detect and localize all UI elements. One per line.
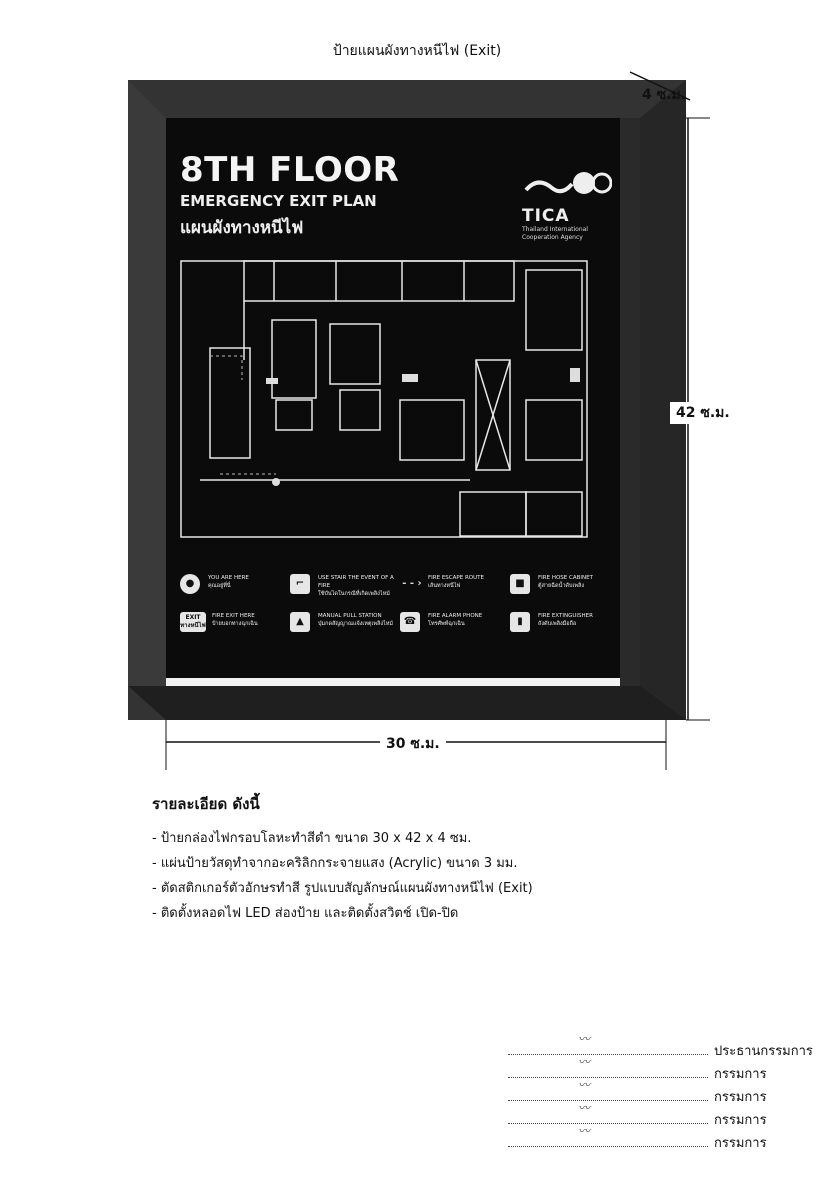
handwritten-signature: 〰 <box>578 1078 591 1092</box>
legend-label-en: FIRE HOSE CABINET <box>538 575 593 581</box>
legend-label-th: ถังดับเพลิงมือถือ <box>538 621 577 627</box>
logo-name: TICA <box>522 206 570 226</box>
handwritten-signature: 〰 <box>578 1032 591 1046</box>
legend-label-en: YOU ARE HERE <box>208 575 249 581</box>
details-section <box>152 792 712 926</box>
legend-item <box>510 608 620 638</box>
signature-row <box>508 1101 828 1130</box>
width-dimension: 30 ซ.ม. <box>380 733 446 755</box>
signature-role: ประธานกรรมการ <box>714 1044 813 1059</box>
stairs-icon: ⌐ <box>290 574 310 594</box>
floor-plan-diagram <box>180 260 588 538</box>
tica-logo-mark <box>522 168 612 198</box>
exit-plan-sign <box>166 118 620 686</box>
logo-subtitle-2: Cooperation Agency <box>522 234 583 241</box>
signature-block <box>508 1032 828 1153</box>
legend-label-en: MANUAL PULL STATION <box>318 613 382 619</box>
document-title: ป้ายแผนผังทางหนีไฟ (Exit) <box>332 43 502 59</box>
plan-subtitle-th: แผนผังทางหนีไฟ <box>180 218 304 238</box>
legend-label-th: ปุ่มกดสัญญาณแจ้งเหตุเพลิงไหม้ <box>318 621 394 627</box>
plan-subtitle-en: EMERGENCY EXIT PLAN <box>180 192 377 210</box>
handwritten-signature: 〰 <box>578 1124 591 1138</box>
signature-role: กรรมการ <box>714 1136 767 1151</box>
details-item: - ติดตั้งหลอดไฟ LED ส่องป้าย และติดตั้งสวิตช์ เปิด-ปิด <box>152 906 459 921</box>
legend-label-en: FIRE EXIT HERE <box>212 613 255 619</box>
led-light-strip <box>166 678 620 686</box>
handwritten-signature: 〰 <box>578 1101 591 1115</box>
legend-item <box>290 570 400 600</box>
legend-label-en: FIRE ALARM PHONE <box>428 613 483 619</box>
location-pin-icon: ● <box>180 574 200 594</box>
exit-sign-icon <box>180 612 206 632</box>
manual-pull-station-icon: ▲ <box>290 612 310 632</box>
signature-row <box>508 1078 828 1107</box>
dashed-arrow-icon: - - › <box>402 578 422 589</box>
legend-item <box>510 570 620 600</box>
legend-label-en: FIRE ESCAPE ROUTE <box>428 575 484 581</box>
signature-line <box>508 1113 708 1124</box>
tica-logo <box>522 168 614 242</box>
details-list <box>152 826 712 926</box>
logo-subtitle-1: Thailand International <box>522 226 588 233</box>
floor-title: 8TH FLOOR <box>180 150 400 190</box>
legend-item <box>400 608 510 638</box>
legend-label-en: USE STAIR THE EVENT OF A FIRE <box>318 575 394 589</box>
legend-label-th: โทรศัพท์ฉุกเฉิน <box>428 621 465 627</box>
signature-role: กรรมการ <box>714 1113 767 1128</box>
legend-item <box>180 608 290 638</box>
signature-row <box>508 1055 828 1084</box>
exit-sign-th: ทางหนีไฟ <box>180 622 206 629</box>
height-dimension: 42 ซ.ม. <box>670 402 736 424</box>
legend-item <box>180 570 290 600</box>
signature-role: กรรมการ <box>714 1067 767 1082</box>
signature-line <box>508 1090 708 1101</box>
details-item: - ป้ายกล่องไฟกรอบโลหะทำสีดำ ขนาด 30 x 42 x 4 ซม. <box>152 831 472 846</box>
signature-row <box>508 1032 828 1061</box>
legend-label-th: ตู้สายฉีดน้ำดับเพลิง <box>538 583 585 589</box>
exit-sign-en: EXIT <box>185 614 201 621</box>
legend-label-th: ป้ายบอกทางฉุกเฉิน <box>212 621 258 627</box>
legend-label-th: คุณอยู่ที่นี่ <box>208 583 231 589</box>
legend-item <box>290 608 400 638</box>
fire-alarm-phone-icon: ☎ <box>400 612 420 632</box>
details-item: - ตัดสติกเกอร์ตัวอักษรทำสี รูปแบบสัญลักษณ์แผนผังทางหนีไฟ (Exit) <box>152 881 533 896</box>
legend-label-th: เส้นทางหนีไฟ <box>428 583 461 589</box>
legend-label-en: FIRE EXTINGUISHER <box>538 613 593 619</box>
depth-dimension: 4 ซ.ม. <box>642 87 686 103</box>
fire-hose-cabinet-icon: ■ <box>510 574 530 594</box>
details-item: - แผ่นป้ายวัสดุทำจากอะคริลิกกระจายแสง (Acrylic) ขนาด 3 มม. <box>152 856 518 871</box>
signature-line <box>508 1067 708 1078</box>
fire-extinguisher-icon: ▮ <box>510 612 530 632</box>
legend-item <box>400 570 510 600</box>
details-heading: รายละเอียด ดังนี้ <box>152 795 260 813</box>
signature-row <box>508 1124 828 1153</box>
legend-label-th: ใช้บันไดในกรณีที่เกิดเพลิงไหม้ <box>318 591 390 597</box>
signature-role: กรรมการ <box>714 1090 767 1105</box>
signature-line <box>508 1136 708 1147</box>
handwritten-signature: 〰 <box>578 1055 591 1069</box>
signature-line <box>508 1044 708 1055</box>
